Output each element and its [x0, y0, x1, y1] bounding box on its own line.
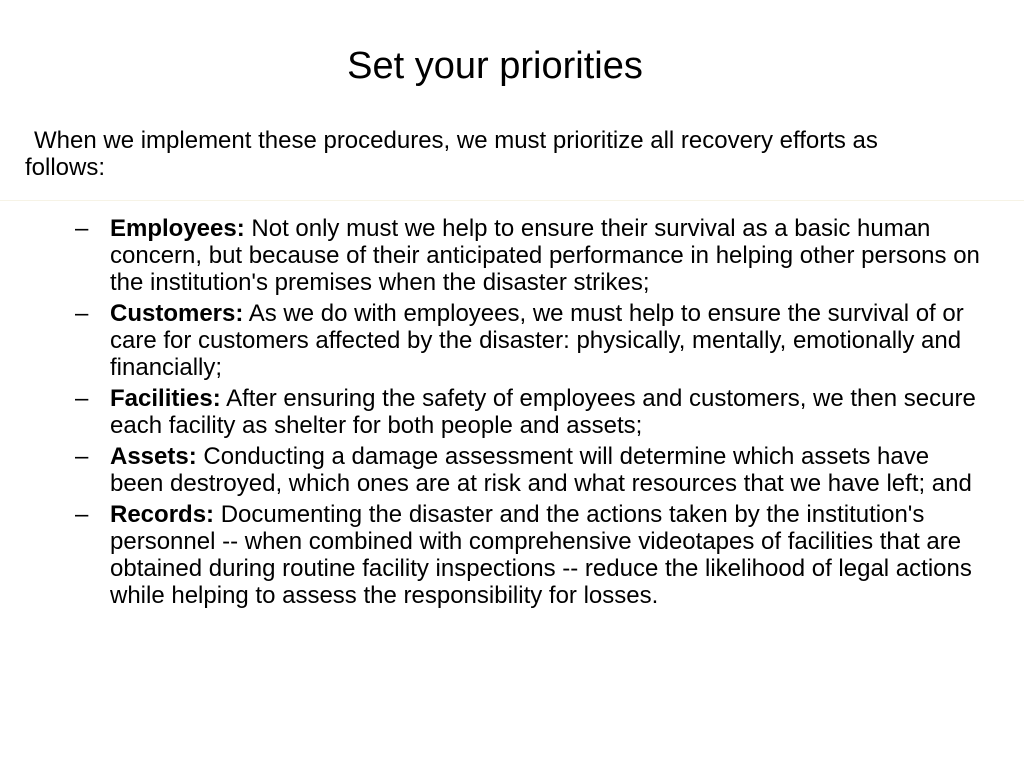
priority-item-records: [0, 501, 1024, 609]
dash-marker: –: [75, 443, 89, 470]
priority-item-facilities: [0, 385, 1024, 439]
intro-text: When we implement these procedures, we must prioritize all recovery efforts as follows:: [25, 127, 878, 181]
priority-term: Records:: [110, 501, 215, 528]
priority-list: [0, 215, 1024, 613]
priority-term: Assets:: [110, 443, 197, 470]
dash-marker: –: [75, 501, 89, 528]
priority-item-employees: [0, 215, 1024, 296]
priority-term: Customers:: [110, 300, 244, 327]
dash-marker: –: [75, 385, 89, 412]
priority-text: Not only must we help to ensure their survival as a basic human concern, but because of their anticipated performance in helping other persons on the institution's premises when the disaster strikes;: [110, 215, 980, 296]
priority-term: Employees:: [110, 215, 245, 242]
priority-item-customers: [0, 300, 1024, 381]
slide-title: Set your priorities: [347, 45, 643, 87]
priority-term: Facilities:: [110, 385, 221, 412]
priority-text: After ensuring the safety of employees and customers, we then secure each facility as shelter for both people and assets;: [110, 385, 976, 439]
priority-text: As we do with employees, we must help to ensure the survival of or care for customers affected by the disaster: physically, mentally, emotionally and financially;: [110, 300, 964, 381]
priority-text: Documenting the disaster and the actions taken by the institution's personnel -- when combined with comprehensive videotapes of facilities that are obtained during routine facility inspections -- reduce the likelihood of legal actions while helping to assess the responsibility for losses.: [110, 501, 972, 609]
priority-text: Conducting a damage assessment will determine which assets have been destroyed, which ones are at risk and what resources that we have left; and: [110, 443, 972, 497]
dash-marker: –: [75, 215, 89, 242]
priority-item-assets: [0, 443, 1024, 497]
dash-marker: –: [75, 300, 89, 327]
